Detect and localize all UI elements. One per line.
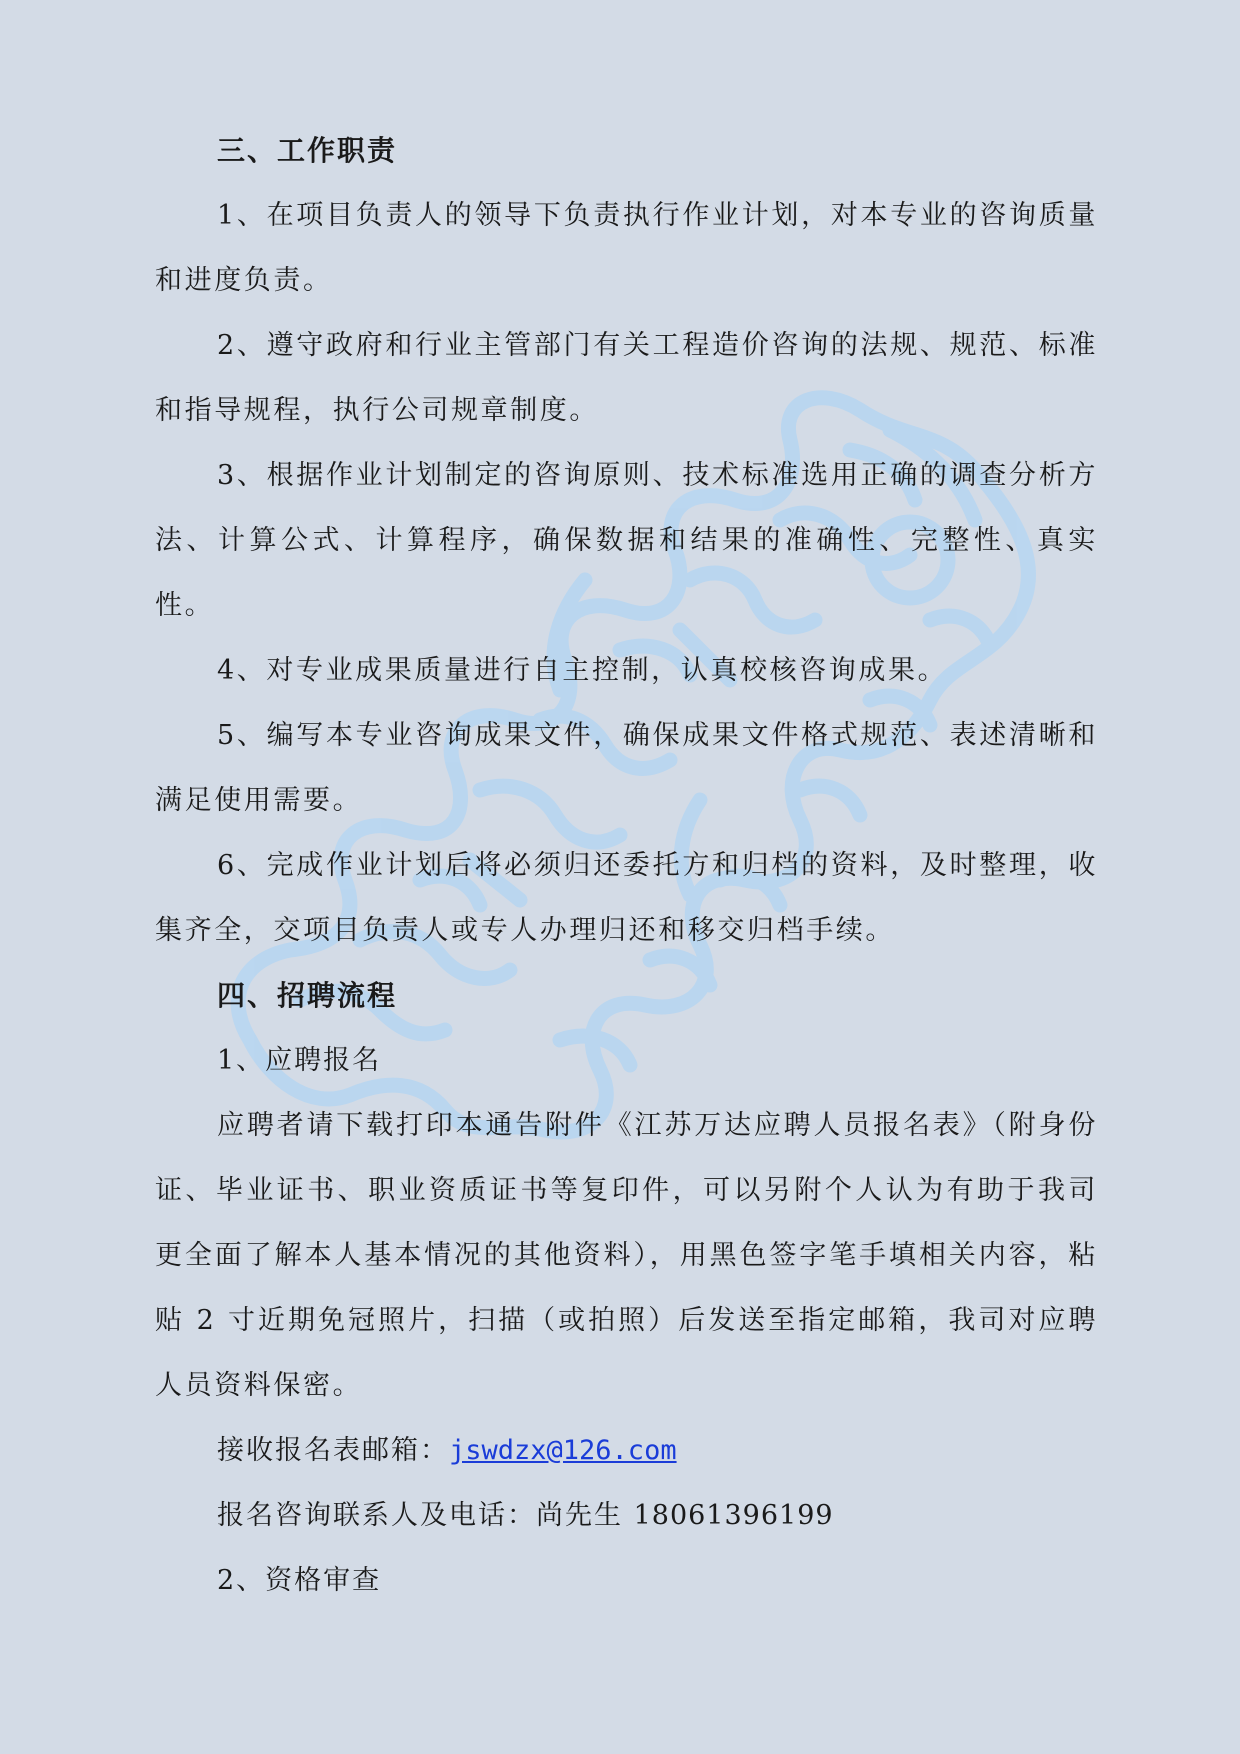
contact-label: 报名咨询联系人及电话：	[217, 1500, 536, 1531]
section-heading-recruitment: 四、招聘流程	[217, 979, 398, 1012]
contact-line	[155, 1483, 1098, 1548]
email-label: 接收报名表邮箱：	[217, 1435, 449, 1466]
duty-item-1: 1、在项目负责人的领导下负责执行作业计划，对本专业的咨询质量和进度负责。	[155, 200, 1098, 296]
duty-item-4: 4、对专业成果质量进行自主控制，认真校核咨询成果。	[217, 655, 948, 686]
duty-item-2: 2、遵守政府和行业主管部门有关工程造价咨询的法规、规范、标准和指导规程，执行公司规章制度。	[155, 330, 1098, 426]
email-link[interactable]: jswdzx@126.com	[449, 1435, 677, 1466]
document-body	[155, 118, 1098, 1613]
contact-name: 尚先生	[536, 1500, 623, 1531]
contact-phone: 18061396199	[633, 1500, 834, 1531]
duty-item-6: 6、完成作业计划后将必须归还委托方和归档的资料，及时整理，收集齐全，交项目负责人或专人办理归还和移交归档手续。	[155, 850, 1098, 946]
duty-item-5: 5、编写本专业咨询成果文件，确保成果文件格式规范、表述清晰和满足使用需要。	[155, 720, 1098, 816]
email-line	[155, 1418, 1098, 1483]
duty-item-3: 3、根据作业计划制定的咨询原则、技术标准选用正确的调查分析方法、计算公式、计算程序，确保数据和结果的准确性、完整性、真实性。	[155, 460, 1098, 621]
application-instructions: 应聘者请下载打印本通告附件《江苏万达应聘人员报名表》（附身份证、毕业证书、职业资质证书等复印件，可以另附个人认为有助于我司更全面了解本人基本情况的其他资料），用黑色签字笔手填相关内容，粘贴 2 寸近期免冠照片，扫描（或拍照）后发送至指定邮箱，我司对应聘人员资料保密。	[155, 1110, 1098, 1401]
step-title-application: 1、应聘报名	[217, 1045, 382, 1076]
section-heading-duties: 三、工作职责	[217, 134, 398, 167]
step-title-qualification-review: 2、资格审查	[217, 1565, 382, 1596]
